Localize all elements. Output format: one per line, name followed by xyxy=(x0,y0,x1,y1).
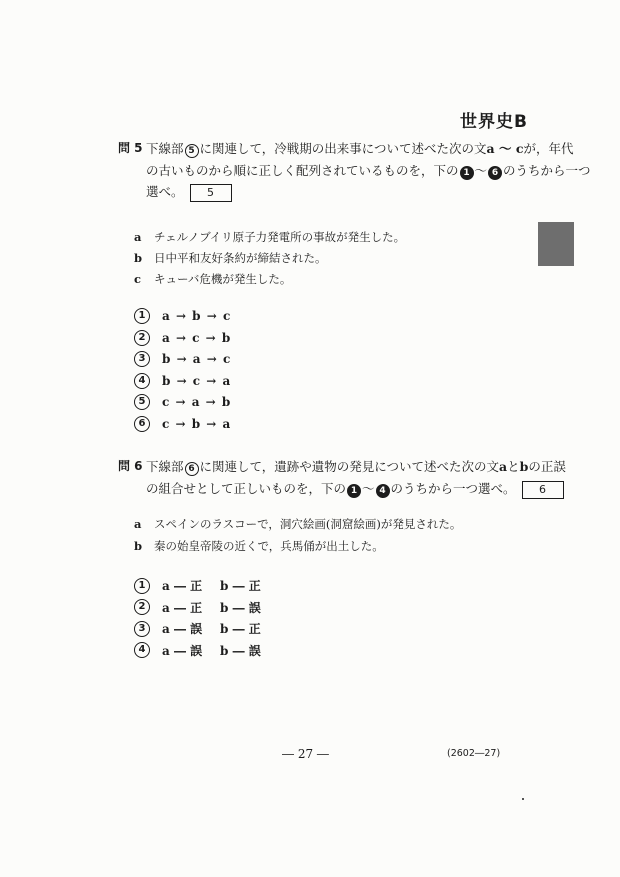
choice-option[interactable] xyxy=(134,351,231,367)
choice-b-judgement: b ― 誤 xyxy=(220,600,261,615)
statement-text: 秦の始皇帝陵の近くで，兵馬俑が出土した。 xyxy=(154,539,384,553)
question-6-line-2: の組合せとして正しいものを，下の 1 ～ 4 のうちから一つ選べ。 6 xyxy=(146,478,564,499)
choice-sequence: a → b → c xyxy=(162,309,232,323)
choice-number: 4 xyxy=(134,373,150,389)
choice-option[interactable] xyxy=(134,308,231,324)
choice-ref-1: 1 xyxy=(460,166,474,180)
statement-text: チェルノブイリ原子力発電所の事故が発生した。 xyxy=(154,230,406,244)
subject-title: 世界史B xyxy=(460,112,528,132)
choice-number: 4 xyxy=(134,642,150,658)
choice-a-judgement: a ― 正 xyxy=(162,600,203,615)
question-5-line-1: 下線部 5 に関連して，冷戦期の出来事について述べた次の文a ～ cが，年代 xyxy=(146,141,574,156)
choice-number: 5 xyxy=(134,394,150,410)
choice-option[interactable] xyxy=(134,620,278,637)
answer-box-6[interactable]: 6 xyxy=(522,481,564,499)
choice-b-judgement: b ― 誤 xyxy=(220,643,261,658)
underline-ref-6: 6 xyxy=(185,462,199,476)
choice-number: 2 xyxy=(134,330,150,346)
statement-label: a xyxy=(134,517,142,531)
statement-item xyxy=(134,229,405,245)
statement-label: a xyxy=(134,230,142,244)
statement-item xyxy=(134,250,327,266)
choice-a-judgement: a ― 誤 xyxy=(162,622,203,636)
choice-number: 1 xyxy=(134,578,150,594)
question-5-line-2: の古いものから順に正しく配列されているものを，下の 1 ～ 6 のうちから一つ xyxy=(146,163,591,178)
choice-ref-1: 1 xyxy=(347,484,361,498)
statement-item xyxy=(134,516,461,532)
choice-number: 3 xyxy=(134,621,150,637)
choice-number: 6 xyxy=(134,416,150,432)
page-code: (2602―27) xyxy=(447,748,501,759)
answer-box-5[interactable]: 5 xyxy=(190,184,232,202)
choice-option[interactable] xyxy=(134,394,231,410)
choice-a-judgement: a ― 誤 xyxy=(162,643,203,658)
choice-b-judgement: b ― 正 xyxy=(220,579,261,593)
statement-text: キューバ危機が発生した。 xyxy=(154,272,292,286)
choice-option[interactable] xyxy=(134,416,231,432)
choice-number: 1 xyxy=(134,308,150,324)
choice-sequence: c → b → a xyxy=(162,416,232,431)
underline-ref-5: 5 xyxy=(185,144,199,158)
choice-sequence: b → c → a xyxy=(162,373,232,388)
statement-item xyxy=(134,538,384,554)
statement-label: c xyxy=(134,272,142,286)
choice-sequence: a → c → b xyxy=(162,330,232,345)
choice-ref-6: 6 xyxy=(488,166,502,180)
question-6 xyxy=(118,456,566,506)
choice-option[interactable] xyxy=(134,373,231,389)
statement-label: b xyxy=(134,539,143,553)
section-tab-marker xyxy=(538,222,574,266)
choice-option[interactable] xyxy=(134,330,231,346)
choice-option[interactable] xyxy=(134,577,278,594)
choice-option[interactable] xyxy=(134,599,278,616)
question-5 xyxy=(118,138,591,208)
choice-option[interactable] xyxy=(134,642,278,659)
choice-ref-4: 4 xyxy=(376,484,390,498)
question-5-line-3: 選べ。 5 xyxy=(146,181,232,202)
statement-item xyxy=(134,271,291,287)
statement-label: b xyxy=(134,251,143,265)
question-5-number: 問 5 xyxy=(118,141,143,155)
choice-sequence: b → a → c xyxy=(162,352,232,366)
statement-text: 日中平和友好条約が締結された。 xyxy=(154,251,327,265)
choice-b-judgement: b ― 正 xyxy=(220,622,261,636)
page-number: ― 27 ― xyxy=(282,747,329,761)
question-6-number: 問 6 xyxy=(118,459,143,473)
choice-number: 3 xyxy=(134,351,150,367)
statement-text: スペインのラスコーで，洞穴絵画(洞窟絵画)が発見された。 xyxy=(154,517,462,531)
choice-a-judgement: a ― 正 xyxy=(162,579,203,593)
choice-number: 2 xyxy=(134,599,150,615)
scan-speck xyxy=(522,798,524,800)
choice-sequence: c → a → b xyxy=(162,395,232,409)
question-6-line-1: 下線部 6 に関連して，遺跡や遺物の発見について述べた次の文aとbの正誤 xyxy=(146,459,566,474)
